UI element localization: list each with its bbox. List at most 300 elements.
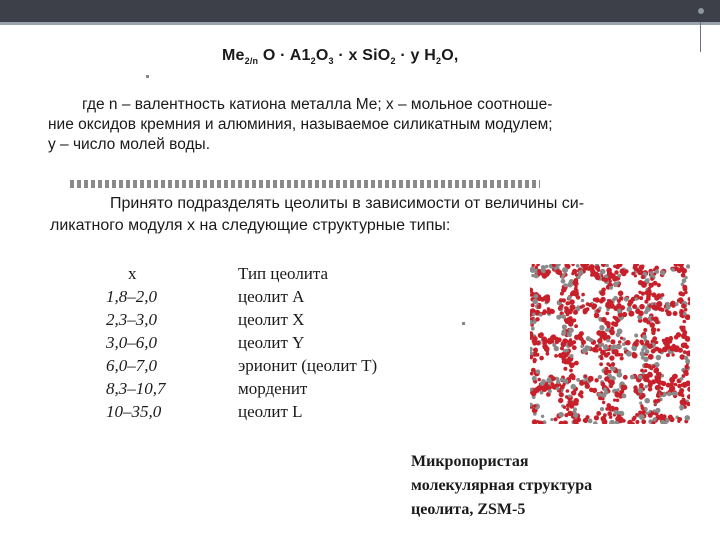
lattice-atom bbox=[533, 360, 537, 364]
lattice-atom bbox=[568, 328, 573, 333]
lattice-atom bbox=[597, 269, 600, 272]
lattice-atom bbox=[611, 330, 615, 334]
lattice-atom bbox=[576, 378, 580, 382]
lattice-atom bbox=[535, 353, 539, 357]
lattice-atom bbox=[677, 384, 681, 388]
lattice-atom bbox=[646, 320, 650, 324]
table-cell-x: 10–35,0 bbox=[106, 402, 162, 421]
lattice-atom bbox=[571, 272, 574, 275]
lattice-atom bbox=[678, 291, 683, 296]
lattice-atom bbox=[534, 294, 539, 299]
formula-definition bbox=[48, 95, 688, 155]
lattice-atom bbox=[609, 355, 614, 360]
lattice-atom bbox=[537, 378, 541, 382]
lattice-atom bbox=[658, 307, 662, 311]
lattice-atom bbox=[590, 388, 594, 392]
lattice-atom bbox=[620, 337, 623, 340]
table-cell-type: цеолит X bbox=[238, 310, 305, 329]
lattice-atom bbox=[681, 304, 686, 309]
scan-speck bbox=[146, 75, 149, 78]
lattice-atom bbox=[540, 297, 545, 302]
table-cell-type: цеолит A bbox=[238, 287, 305, 306]
caption-line: молекулярная структура bbox=[411, 477, 593, 494]
zeolite-formula: $Me_{2/n}$ $O \cdot A1_2O_3 \cdot x$ SiO$_2$ · y $H_2O$, bbox=[222, 47, 459, 67]
lattice-atom bbox=[535, 266, 538, 269]
lattice-atom bbox=[673, 311, 678, 316]
lattice-atom bbox=[661, 381, 666, 386]
table-cell-x: 2,3–3,0 bbox=[106, 310, 157, 329]
lattice-atom bbox=[682, 382, 688, 388]
lattice-atom bbox=[656, 399, 660, 403]
lattice-atom bbox=[592, 303, 597, 308]
lattice-atom bbox=[647, 343, 653, 349]
lattice-atom bbox=[596, 411, 601, 416]
lattice-atom bbox=[669, 346, 675, 352]
lattice-atom bbox=[617, 309, 622, 314]
lattice-atom bbox=[543, 309, 547, 313]
lattice-atom bbox=[536, 385, 542, 391]
lattice-atom bbox=[685, 359, 690, 364]
lattice-atom bbox=[609, 380, 615, 386]
lattice-atom bbox=[588, 376, 594, 382]
lattice-atom bbox=[568, 394, 571, 397]
lattice-atom bbox=[614, 410, 619, 415]
lattice-atom bbox=[640, 404, 643, 407]
lattice-atom bbox=[580, 395, 583, 398]
lattice-atom bbox=[606, 268, 612, 274]
lattice-atom bbox=[625, 340, 630, 345]
lattice-atom bbox=[632, 304, 637, 309]
lattice-atom bbox=[563, 367, 567, 371]
lattice-atom bbox=[532, 264, 535, 267]
lattice-atom bbox=[641, 275, 645, 279]
lattice-atom bbox=[570, 305, 574, 309]
table-row bbox=[106, 285, 438, 308]
lattice-atom bbox=[617, 299, 621, 303]
lattice-atom bbox=[573, 310, 578, 315]
lattice-atom bbox=[563, 288, 566, 291]
lattice-atom bbox=[678, 348, 683, 353]
lattice-atom bbox=[567, 296, 571, 300]
lattice-atom bbox=[680, 407, 684, 411]
lattice-atom bbox=[654, 295, 660, 301]
lattice-atom bbox=[650, 271, 654, 275]
lattice-atom bbox=[644, 363, 649, 368]
lattice-atom bbox=[545, 299, 550, 304]
lattice-atom bbox=[598, 375, 602, 379]
table-cell-x: 1,8–2,0 bbox=[106, 287, 157, 306]
lattice-atom bbox=[566, 389, 570, 393]
lattice-atom bbox=[607, 304, 612, 309]
lattice-atom bbox=[666, 302, 670, 306]
lattice-atom bbox=[618, 369, 622, 373]
lattice-atom bbox=[622, 385, 627, 390]
lattice-atom bbox=[539, 356, 544, 361]
lattice-atom bbox=[572, 377, 576, 381]
lattice-atom bbox=[541, 415, 544, 418]
lattice-atom bbox=[610, 301, 613, 304]
lattice-atom bbox=[655, 320, 660, 325]
lattice-atom bbox=[566, 408, 569, 411]
lattice-atom bbox=[595, 344, 599, 348]
lattice-atom bbox=[567, 282, 573, 288]
lattice-atom bbox=[594, 297, 599, 302]
lattice-atom bbox=[639, 383, 644, 388]
lattice-atom bbox=[538, 333, 543, 338]
lattice-atom bbox=[556, 315, 561, 320]
lattice-atom bbox=[569, 369, 573, 373]
lattice-atom bbox=[605, 264, 609, 267]
lattice-atom bbox=[530, 267, 535, 273]
lattice-atom bbox=[562, 383, 565, 386]
lattice-atom bbox=[574, 287, 578, 291]
lattice-atom bbox=[579, 380, 583, 384]
definition-line: где n – валентность катиона металла Me; x – мольное соотноше- bbox=[82, 96, 553, 113]
lattice-atom bbox=[660, 270, 665, 275]
caption-line: Микропористая bbox=[411, 453, 529, 470]
lattice-atom bbox=[683, 350, 687, 354]
lattice-atom bbox=[683, 343, 687, 347]
lattice-atom bbox=[530, 347, 533, 352]
lattice-atom bbox=[643, 377, 649, 383]
lattice-atom bbox=[638, 375, 642, 379]
lattice-atom bbox=[640, 369, 644, 373]
lattice-atom bbox=[558, 412, 564, 418]
lattice-atom bbox=[668, 415, 673, 420]
lattice-atom bbox=[632, 416, 636, 420]
lattice-atom bbox=[622, 312, 627, 317]
lattice-atom bbox=[608, 277, 612, 281]
lattice-atom bbox=[569, 401, 574, 406]
scan-speck bbox=[462, 322, 465, 325]
lattice-atom bbox=[660, 414, 663, 417]
lattice-atom bbox=[532, 409, 536, 413]
lattice-atom bbox=[618, 345, 622, 349]
lattice-atom bbox=[546, 349, 549, 352]
lattice-atom bbox=[622, 394, 627, 399]
table-cell-type: морденит bbox=[238, 379, 308, 398]
lattice-atom bbox=[614, 277, 618, 281]
lattice-atom bbox=[679, 309, 683, 313]
lattice-atom bbox=[584, 382, 587, 385]
lattice-atom bbox=[623, 375, 628, 380]
lattice-atom bbox=[645, 290, 650, 295]
lattice-atom bbox=[644, 398, 650, 404]
classification-paragraph bbox=[50, 193, 690, 237]
lattice-atom bbox=[582, 304, 585, 307]
lattice-atom bbox=[655, 269, 659, 273]
lattice-atom bbox=[665, 309, 668, 312]
table-cell-x: 3,0–6,0 bbox=[106, 333, 157, 352]
table-header-x: x bbox=[128, 264, 137, 283]
lattice-atom bbox=[639, 304, 645, 310]
lattice-atom bbox=[655, 341, 658, 344]
lattice-atom bbox=[572, 345, 577, 350]
lattice-atom bbox=[601, 317, 607, 323]
zeolite-type-table bbox=[106, 262, 438, 423]
lattice-atom bbox=[647, 372, 653, 378]
lattice-atom bbox=[562, 324, 567, 329]
lattice-atom bbox=[571, 384, 577, 390]
lattice-atom bbox=[567, 309, 573, 315]
lattice-atom bbox=[675, 302, 679, 306]
lattice-atom bbox=[682, 326, 686, 330]
lattice-atom bbox=[597, 392, 601, 396]
lattice-atom bbox=[593, 421, 598, 424]
lattice-atom bbox=[687, 387, 690, 392]
lattice-atom bbox=[639, 296, 643, 300]
lattice-atom bbox=[645, 349, 650, 354]
lattice-atom bbox=[584, 375, 587, 378]
lattice-atom bbox=[555, 337, 559, 341]
lattice-atom bbox=[574, 324, 578, 328]
lattice-atom bbox=[575, 402, 579, 406]
zsm5-structure-image bbox=[530, 264, 690, 424]
lattice-atom bbox=[531, 327, 535, 331]
lattice-atom bbox=[674, 383, 678, 387]
lattice-atom bbox=[588, 303, 592, 307]
lattice-atom bbox=[615, 353, 619, 357]
lattice-atom bbox=[648, 305, 651, 308]
lattice-atom bbox=[601, 264, 606, 267]
lattice-atom bbox=[575, 273, 578, 276]
lattice-atom bbox=[562, 267, 568, 273]
lattice-atom bbox=[559, 392, 564, 397]
lattice-atom bbox=[598, 347, 602, 351]
lattice-atom bbox=[600, 407, 604, 411]
lattice-atom bbox=[638, 311, 644, 317]
lattice-atom bbox=[611, 362, 615, 366]
lattice-atom bbox=[639, 265, 645, 271]
lattice-atom bbox=[548, 389, 552, 393]
table-cell-type: эрионит (цеолит T) bbox=[238, 356, 378, 375]
lattice-atom bbox=[634, 334, 638, 338]
lattice-atom bbox=[651, 305, 656, 310]
lattice-atom bbox=[670, 303, 674, 307]
lattice-atom bbox=[680, 400, 685, 405]
lattice-atom bbox=[684, 365, 689, 370]
table-row bbox=[106, 354, 438, 377]
lattice-atom bbox=[648, 354, 654, 360]
lattice-atom bbox=[616, 332, 621, 337]
lattice-atom bbox=[620, 356, 624, 360]
lattice-atom bbox=[532, 419, 538, 424]
header-stripe bbox=[0, 22, 720, 25]
lattice-atom bbox=[552, 343, 556, 347]
lattice-atom bbox=[641, 356, 645, 360]
lattice-atom bbox=[643, 328, 647, 332]
lattice-atom bbox=[610, 339, 615, 344]
lattice-atom bbox=[656, 386, 660, 390]
scan-artifact-line bbox=[70, 180, 540, 188]
lattice-atom bbox=[588, 419, 593, 424]
lattice-atom bbox=[620, 353, 623, 356]
lattice-atom bbox=[619, 390, 623, 394]
lattice-atom bbox=[567, 332, 572, 337]
lattice-atom bbox=[658, 349, 663, 354]
table-header-type: Тип цеолита bbox=[238, 264, 329, 283]
lattice-atom bbox=[635, 297, 639, 301]
definition-line: ние оксидов кремния и алюминия, называемое силикатным модулем; bbox=[48, 116, 553, 133]
lattice-atom bbox=[684, 372, 688, 376]
lattice-atom bbox=[606, 321, 611, 326]
lattice-atom bbox=[573, 280, 579, 286]
lattice-atom bbox=[641, 292, 645, 296]
lattice-atom bbox=[606, 362, 610, 366]
table-row bbox=[106, 400, 438, 423]
lattice-atom bbox=[657, 328, 660, 331]
lattice-atom bbox=[545, 265, 549, 269]
lattice-atom bbox=[616, 388, 619, 391]
lattice-atom bbox=[674, 392, 678, 396]
lattice-atom bbox=[576, 417, 581, 422]
lattice-atom bbox=[573, 413, 578, 418]
lattice-atom bbox=[537, 305, 541, 309]
lattice-atom bbox=[602, 401, 605, 404]
lattice-atom bbox=[605, 312, 609, 316]
lattice-atom bbox=[570, 365, 573, 368]
classification-line: ликатного модуля x на следующие структурные типы: bbox=[50, 217, 451, 234]
lattice-atom bbox=[532, 376, 537, 381]
lattice-atom bbox=[556, 387, 560, 391]
lattice-atom bbox=[620, 269, 625, 274]
lattice-atom bbox=[658, 382, 662, 386]
lattice-atom bbox=[601, 288, 606, 293]
lattice-atom bbox=[578, 270, 583, 275]
lattice-atom bbox=[573, 407, 577, 411]
lattice-atom bbox=[600, 269, 606, 275]
lattice-atom bbox=[558, 307, 562, 311]
image-caption bbox=[411, 450, 592, 522]
lattice-atom bbox=[581, 299, 585, 303]
lattice-atom bbox=[603, 345, 608, 350]
lattice-atom bbox=[609, 286, 613, 290]
lattice-atom bbox=[561, 275, 564, 278]
lattice-atom bbox=[594, 313, 600, 319]
lattice-atom bbox=[639, 395, 644, 400]
lattice-atom bbox=[660, 387, 663, 390]
lattice-atom bbox=[563, 283, 567, 287]
lattice-atom bbox=[585, 415, 589, 419]
lattice-atom bbox=[576, 295, 580, 299]
lattice-atom bbox=[532, 299, 538, 305]
lattice-atom bbox=[582, 348, 588, 354]
table-row bbox=[106, 331, 438, 354]
lattice-atom bbox=[606, 339, 610, 343]
slide-nav-dot bbox=[698, 8, 704, 14]
lattice-atom bbox=[651, 331, 655, 335]
lattice-atom bbox=[535, 317, 539, 321]
lattice-atom bbox=[585, 385, 588, 388]
lattice-atom bbox=[671, 353, 674, 356]
lattice-atom bbox=[584, 266, 588, 270]
lattice-atom bbox=[609, 420, 615, 424]
lattice-atom bbox=[645, 385, 648, 388]
lattice-atom bbox=[661, 293, 665, 297]
lattice-atom bbox=[562, 331, 566, 335]
lattice-atom bbox=[686, 264, 690, 268]
lattice-atom bbox=[580, 345, 583, 348]
lattice-atom bbox=[655, 368, 659, 372]
lattice-atom bbox=[687, 394, 690, 399]
lattice-atom bbox=[688, 301, 690, 305]
table-cell-x: 8,3–10,7 bbox=[106, 379, 166, 398]
slide-header-bar bbox=[0, 0, 720, 22]
lattice-atom bbox=[633, 342, 637, 346]
lattice-atom bbox=[554, 417, 558, 421]
lattice-atom bbox=[669, 377, 675, 383]
lattice-atom bbox=[563, 406, 566, 409]
lattice-atom bbox=[627, 303, 630, 306]
lattice-atom bbox=[639, 414, 645, 420]
frame-line bbox=[700, 22, 701, 52]
table-row bbox=[106, 377, 438, 400]
lattice-atom bbox=[683, 312, 687, 316]
lattice-atom bbox=[686, 350, 690, 356]
lattice-atom bbox=[603, 413, 607, 417]
lattice-atom bbox=[559, 298, 563, 302]
lattice-atom bbox=[586, 307, 590, 311]
lattice-atom bbox=[642, 335, 647, 340]
caption-line: цеолита, ZSM-5 bbox=[411, 501, 526, 518]
lattice-atom bbox=[534, 274, 538, 278]
lattice-atom bbox=[614, 270, 618, 274]
lattice-atom bbox=[616, 399, 620, 403]
lattice-atom bbox=[579, 390, 584, 395]
lattice-atom bbox=[618, 419, 623, 424]
lattice-atom bbox=[683, 286, 687, 290]
lattice-atom bbox=[618, 291, 624, 297]
lattice-atom bbox=[567, 411, 572, 416]
lattice-atom bbox=[561, 279, 566, 284]
lattice-atom bbox=[641, 419, 646, 424]
lattice-atom bbox=[551, 376, 556, 381]
lattice-atom bbox=[594, 415, 599, 420]
lattice-atom bbox=[576, 264, 580, 268]
lattice-atom bbox=[669, 337, 673, 341]
lattice-atom bbox=[539, 313, 542, 316]
lattice-atom bbox=[570, 354, 574, 358]
lattice-atom bbox=[677, 417, 681, 421]
lattice-atom bbox=[599, 362, 603, 366]
lattice-atom bbox=[545, 269, 551, 275]
lattice-atom bbox=[607, 406, 612, 411]
lattice-atom bbox=[543, 339, 549, 345]
lattice-atom bbox=[558, 398, 563, 403]
lattice-atom bbox=[637, 269, 643, 275]
lattice-atom bbox=[613, 282, 618, 287]
lattice-atom bbox=[674, 335, 679, 340]
lattice-atom bbox=[534, 349, 538, 353]
lattice-atom bbox=[565, 301, 569, 305]
lattice-atom bbox=[617, 274, 621, 278]
lattice-atom bbox=[600, 355, 603, 358]
lattice-atom bbox=[604, 353, 609, 358]
lattice-atom bbox=[644, 369, 647, 372]
lattice-atom bbox=[656, 355, 662, 361]
lattice-atom bbox=[533, 404, 536, 407]
lattice-atom bbox=[578, 333, 583, 338]
lattice-atom bbox=[569, 319, 574, 324]
table-row bbox=[106, 308, 438, 331]
classification-line: Принято подразделять цеолиты в зависимости от величины си- bbox=[110, 195, 585, 212]
lattice-atom bbox=[685, 415, 691, 421]
lattice-atom bbox=[550, 418, 553, 421]
lattice-atom bbox=[541, 379, 546, 384]
lattice-atom bbox=[639, 401, 642, 404]
lattice-atom bbox=[633, 385, 637, 389]
lattice-atom bbox=[658, 372, 662, 376]
